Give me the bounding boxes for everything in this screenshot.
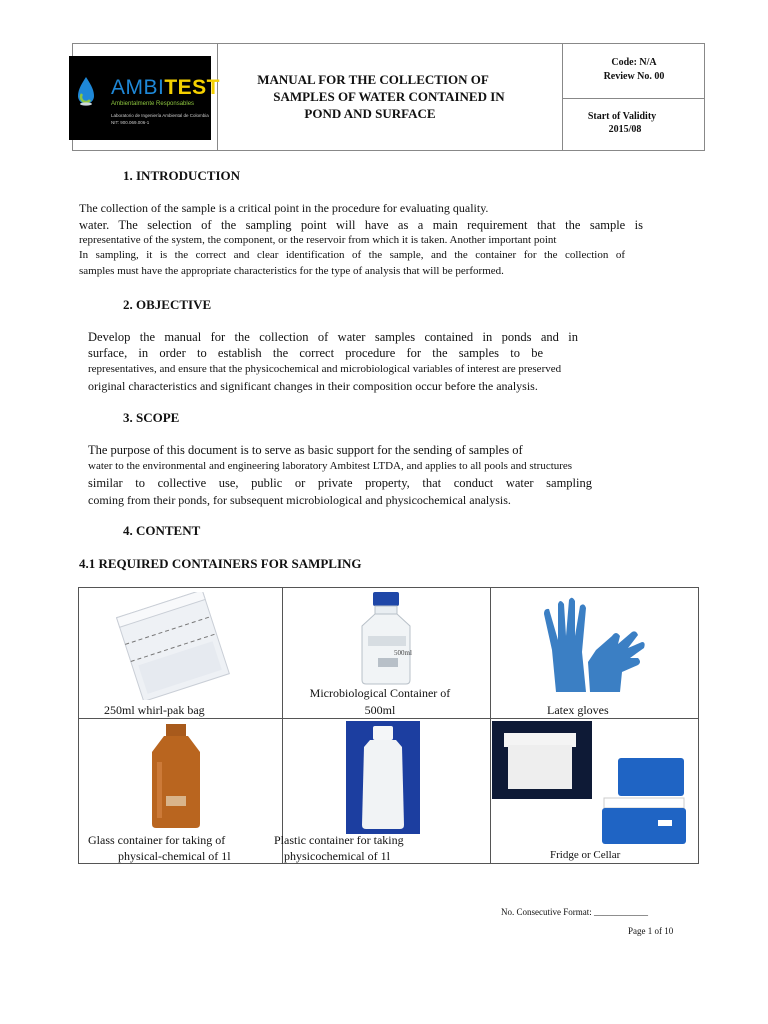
scope-line: water to the environmental and engineering laboratory Ambitest LTDA, and applies to all pools and structures: [88, 460, 573, 472]
latex-gloves-image: [538, 592, 648, 696]
foam-cooler-image: [492, 721, 592, 799]
glass-caption-line2: physical-chemical of 1l: [118, 849, 231, 863]
objective-line: Develop the manual for the collection of water samples contained in ponds and in: [88, 330, 578, 344]
intro-line: representative of the system, the component, or the reservoir from which it is taken. Another important point: [79, 234, 557, 246]
whirlpak-caption: 250ml whirl-pak bag: [104, 703, 205, 717]
subsection-heading-containers: 4.1 REQUIRED CONTAINERS FOR SAMPLING: [79, 556, 362, 571]
company-logo: [69, 56, 221, 140]
logo-nit: NIT: 900.069.006-1: [111, 120, 150, 125]
intro-line: water. The selection of the sampling point will have as a main requirement that the sample is: [79, 218, 643, 232]
section-heading-objective: 2. OBJECTIVE: [123, 297, 212, 312]
table-divider: [79, 718, 698, 719]
page-number: Page 1 of 10: [628, 926, 674, 936]
microbiological-bottle-image: [356, 590, 416, 686]
fridge-caption: Fridge or Cellar: [550, 849, 621, 861]
amber-glass-bottle-image: [148, 722, 204, 830]
objective-line: representatives, and ensure that the physicochemical and microbiological variables of interest are preserved: [88, 363, 562, 375]
scope-line: similar to collective use, public or private property, that conduct water sampling: [88, 476, 592, 490]
section-heading-scope: 3. SCOPE: [123, 410, 180, 425]
consecutive-format: No. Consecutive Format: ____________: [501, 907, 648, 917]
start-validity-label: Start of Validity: [587, 111, 657, 122]
table-divider: [490, 588, 491, 863]
document-title: MANUAL FOR THE COLLECTION OF SAMPLES OF WATER CONTAINED IN POND AND SURFACE: [257, 72, 505, 121]
objective-line: surface, in order to establish the correct procedure for the samples to be: [88, 346, 543, 360]
start-validity-value: 2015/08: [608, 124, 642, 135]
logo-brand: AMBITEST: [111, 76, 221, 99]
intro-line: samples must have the appropriate characteristics for the type of analysis that will be performed.: [79, 265, 504, 277]
gloves-caption: Latex gloves: [547, 703, 609, 717]
document-code: Code: N/A: [611, 57, 657, 68]
micro-caption-line2: 500ml: [364, 703, 396, 717]
header-divider: [562, 98, 704, 99]
plastic-container-image: [346, 721, 420, 834]
micro-volume-label: 500ml: [394, 649, 412, 657]
logo-subtitle: Laboratorio de Ingeniería Ambiental de Colombia: [111, 113, 209, 118]
logo-tagline: Ambientalmente Responsables: [111, 101, 195, 107]
section-heading-content: 4. CONTENT: [123, 523, 201, 538]
objective-line: original characteristics and significant changes in their composition occur before the analysis.: [88, 379, 538, 393]
plastic-caption-line1: Plastic container for taking: [274, 833, 404, 847]
table-divider: [282, 588, 283, 863]
blue-cooler-image: [600, 756, 688, 846]
intro-line: In sampling, it is the correct and clear identification of the sample, and the container for the collection of: [79, 249, 625, 261]
review-number: Review No. 00: [603, 71, 665, 82]
whirlpak-bag-image: [110, 592, 234, 700]
intro-line: The collection of the sample is a critical point in the procedure for evaluating quality.: [79, 201, 489, 215]
glass-caption-line1: Glass container for taking of: [88, 833, 226, 847]
plastic-caption-line2: physicochemical of 1l: [284, 849, 390, 863]
water-drop-icon: [77, 76, 95, 106]
micro-caption-line1: Microbiological Container of: [309, 686, 451, 700]
scope-line: The purpose of this document is to serve as basic support for the sending of samples of: [88, 443, 523, 457]
section-heading-introduction: 1. INTRODUCTION: [123, 168, 241, 183]
scope-line: coming from their ponds, for subsequent microbiological and physicochemical analysis.: [88, 493, 511, 507]
